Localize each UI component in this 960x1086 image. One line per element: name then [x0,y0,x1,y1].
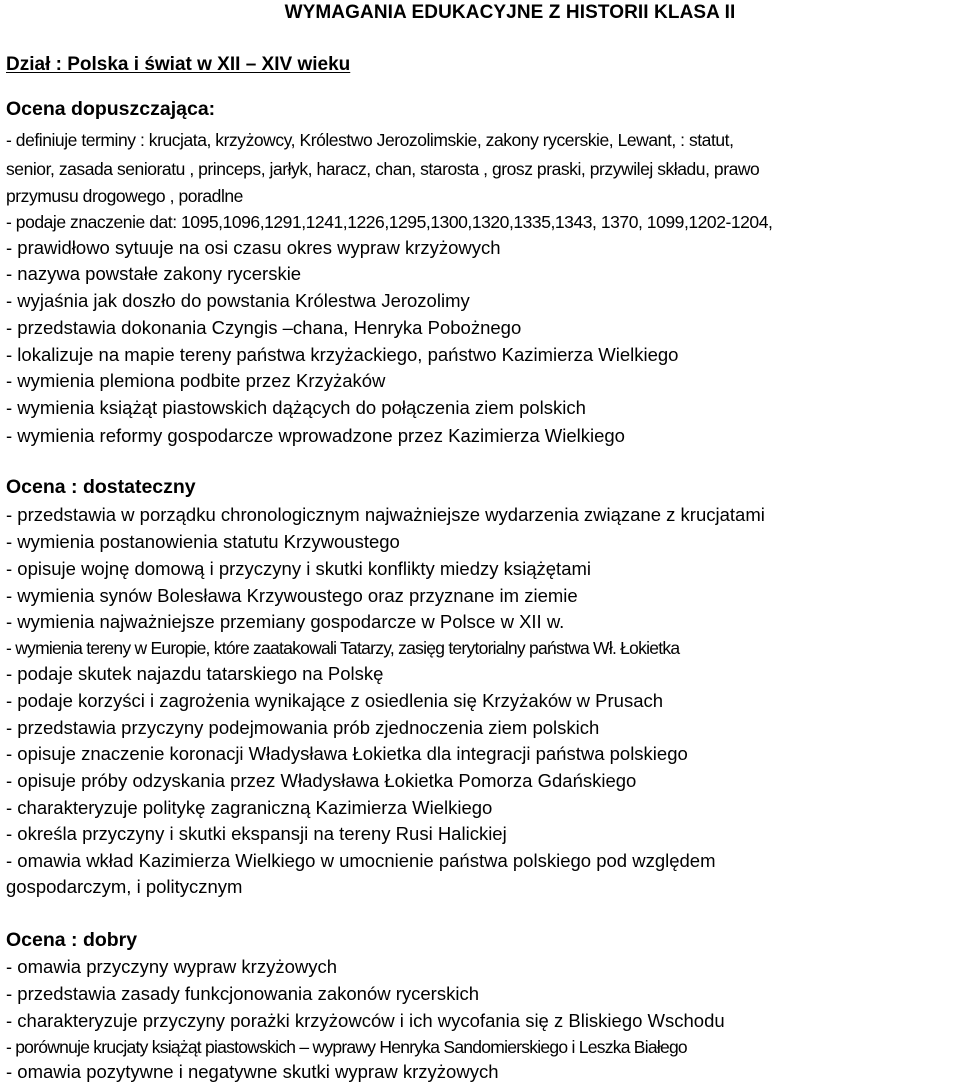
list-item: - przedstawia przyczyny podejmowania prób zjednoczenia ziem polskich [6,717,600,738]
list-item: gospodarczym, i politycznym [6,876,243,897]
list-item: - wymienia synów Bolesława Krzywoustego oraz przyznane im ziemie [6,585,578,606]
section-heading: Dział : Polska i świat w XII – XIV wieku [6,54,351,75]
list-item: - przedstawia zasady funkcjonowania zakonów rycerskich [6,983,479,1004]
list-item: - podaje skutek najazdu tatarskiego na Polskę [6,663,384,684]
list-item: - podaje korzyści i zagrożenia wynikające z osiedlenia się Krzyżaków w Prusach [6,690,664,711]
list-item: - określa przyczyny i skutki ekspansji na tereny Rusi Halickiej [6,823,507,844]
list-item: - porównuje krucjaty książąt piastowskich – wyprawy Henryka Sandomierskiego i Leszka Białego [6,1037,687,1057]
list-item: - przedstawia w porządku chronologicznym najważniejsze wydarzenia związane z krucjatami [6,504,765,525]
list-item: - wymienia reformy gospodarcze wprowadzone przez Kazimierza Wielkiego [6,425,625,446]
list-item: - nazywa powstałe zakony rycerskie [6,263,302,284]
grade-heading-dostateczny: Ocena : dostateczny [6,476,196,498]
list-item: senior, zasada senioratu , princeps, jarłyk, haracz, chan, starosta , grosz praski, przywilej składu, prawo [6,159,760,179]
list-item: - wymienia plemiona podbite przez Krzyżaków [6,370,386,391]
list-item: - wymienia książąt piastowskich dążących do połączenia ziem polskich [6,397,586,418]
list-item: - opisuje wojnę domową i przyczyny i skutki konflikty miedzy książętami [6,558,592,579]
list-item: - wymienia postanowienia statutu Krzywoustego [6,531,400,552]
grade-heading-dobry: Ocena : dobry [6,929,138,951]
document-title: WYMAGANIA EDUKACYJNE Z HISTORII KLASA II [284,2,736,23]
list-item: - charakteryzuje przyczyny porażki krzyżowców i ich wycofania się z Bliskiego Wschodu [6,1010,725,1031]
list-item: - charakteryzuje politykę zagraniczną Kazimierza Wielkiego [6,797,493,818]
list-item: - wymienia najważniejsze przemiany gospodarcze w Polsce w XII w. [6,611,565,632]
list-item: - opisuje znaczenie koronacji Władysława Łokietka dla integracji państwa polskiego [6,743,688,764]
list-item: przymusu drogowego , poradlne [6,186,243,206]
list-item: - omawia wkład Kazimierza Wielkiego w umocnienie państwa polskiego pod względem [6,850,716,871]
list-item: - prawidłowo sytuuje na osi czasu okres wypraw krzyżowych [6,237,501,258]
grade-heading-dopuszczajaca: Ocena dopuszczająca: [6,98,216,120]
list-item: - definiuje terminy : krucjata, krzyżowcy, Królestwo Jerozolimskie, zakony rycerskie, Lewant, : statut, [6,130,734,150]
list-item: - omawia przyczyny wypraw krzyżowych [6,956,338,977]
list-item: - wymienia tereny w Europie, które zaatakowali Tatarzy, zasięg terytorialny państwa Wł. Łokietka [6,638,680,658]
list-item: - podaje znaczenie dat: 1095,1096,1291,1241,1226,1295,1300,1320,1335,1343, 1370, 1099,1202-1204, [6,212,773,232]
list-item: - wyjaśnia jak doszło do powstania Królestwa Jerozolimy [6,290,470,311]
list-item: - przedstawia dokonania Czyngis –chana, Henryka Pobożnego [6,317,522,338]
list-item: - lokalizuje na mapie tereny państwa krzyżackiego, państwo Kazimierza Wielkiego [6,344,679,365]
list-item: - omawia pozytywne i negatywne skutki wypraw krzyżowych [6,1061,499,1082]
list-item: - opisuje próby odzyskania przez Władysława Łokietka Pomorza Gdańskiego [6,770,637,791]
